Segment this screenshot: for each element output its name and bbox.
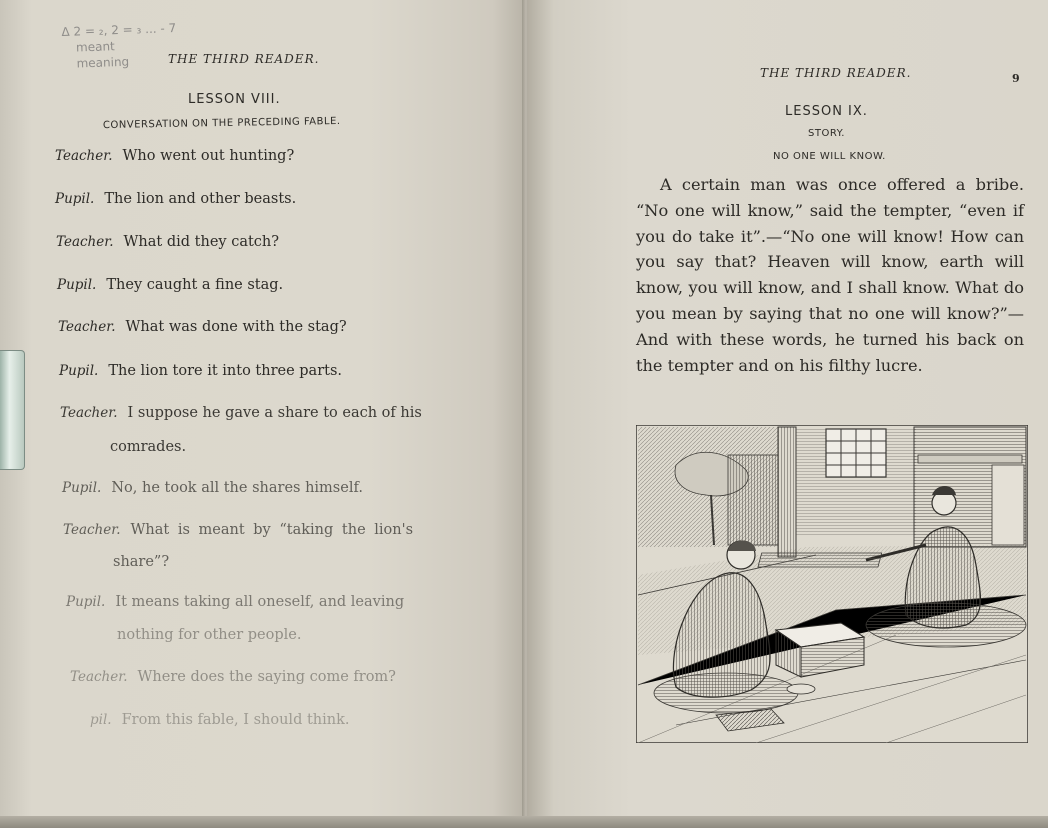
speaker-label: Teacher.	[56, 234, 114, 250]
left-running-head: THE THIRD READER.	[168, 52, 320, 66]
speaker-label: Pupil.	[57, 277, 97, 293]
speaker-label: Pupil.	[59, 363, 99, 379]
speaker-label: Pupil.	[55, 191, 95, 207]
dialogue-line-12	[90, 712, 350, 728]
dialogue-text: What did they catch?	[123, 234, 280, 250]
story-title: NO ONE WILL KNOW.	[773, 151, 886, 162]
dialogue-line-10-continuation: nothing for other people.	[117, 627, 302, 643]
dialogue-line-5	[58, 319, 347, 335]
dialogue-line-10	[66, 594, 404, 610]
lesson-viii-title: LESSON VIII.	[188, 92, 281, 107]
dialogue-line-1	[55, 148, 294, 164]
dialogue-line-9	[63, 522, 413, 538]
dialogue-line-3	[56, 234, 279, 250]
dialogue-line-7	[60, 405, 422, 421]
dialogue-text: What was done with the stag?	[125, 319, 347, 335]
dialogue-text: It means taking all oneself, and leaving	[115, 594, 405, 610]
glass-bookmark-clip	[0, 350, 25, 470]
dialogue-line-7-continuation: comrades.	[110, 439, 187, 455]
pencil-annotations	[61, 20, 177, 72]
lesson-ix-subtitle: STORY.	[808, 128, 845, 139]
pencil-note-1: Δ 2 = ₂, 2 = ₃ ... - 7	[61, 21, 177, 40]
dialogue-text: No, he took all the shares himself.	[111, 480, 363, 496]
dialogue-text: They caught a fine stag.	[106, 277, 284, 293]
speaker-label: Teacher.	[55, 148, 113, 164]
dialogue-line-2	[55, 191, 296, 207]
dialogue-text: Who went out hunting?	[122, 148, 295, 164]
speaker-label: Teacher.	[60, 405, 118, 421]
dialogue-line-9-continuation: share”?	[113, 554, 170, 570]
dialogue-text: From this fable, I should think.	[121, 712, 350, 728]
pencil-note-2: meant	[75, 39, 115, 55]
book-bottom-edge	[0, 816, 1048, 828]
speaker-label: Teacher.	[63, 522, 121, 538]
story-paragraph: A certain man was once offered a bribe. “No one will know,” said the tempter, “even if you do take it”.—“No one will know! How can you say that? Heaven will know, earth will know, you will know, and I shall know. What do you mean by saying that no one will know?”—And with these words, he turned his back on the tempter and on his filthy lucre.	[636, 175, 1024, 375]
engraving-illustration	[636, 425, 1028, 743]
page-number: 9	[1012, 72, 1020, 85]
dialogue-text: The lion and other beasts.	[104, 191, 297, 207]
speaker-label: Pupil.	[66, 594, 106, 610]
pencil-note-3: meaning	[76, 54, 130, 71]
dialogue-line-11	[70, 669, 396, 685]
lesson-ix-title: LESSON IX.	[785, 104, 868, 119]
dialogue-line-4	[57, 277, 283, 293]
dialogue-text: What is meant by “taking the lion's	[130, 522, 414, 538]
dialogue-text: Where does the saying come from?	[137, 669, 396, 685]
left-page	[0, 0, 524, 820]
story-text-block	[636, 172, 1024, 378]
dialogue-line-6	[59, 363, 342, 379]
dialogue-line-8	[62, 480, 363, 496]
speaker-label: pil.	[90, 712, 112, 728]
right-page	[528, 0, 1048, 820]
dialogue-text: The lion tore it into three parts.	[108, 363, 343, 379]
right-running-head: THE THIRD READER.	[760, 66, 912, 80]
lesson-viii-subtitle: CONVERSATION ON THE PRECEDING FABLE.	[102, 115, 341, 132]
dialogue-text: I suppose he gave a share to each of his	[127, 405, 422, 421]
speaker-label: Teacher.	[70, 669, 128, 685]
speaker-label: Pupil.	[62, 480, 102, 496]
speaker-label: Teacher.	[58, 319, 116, 335]
